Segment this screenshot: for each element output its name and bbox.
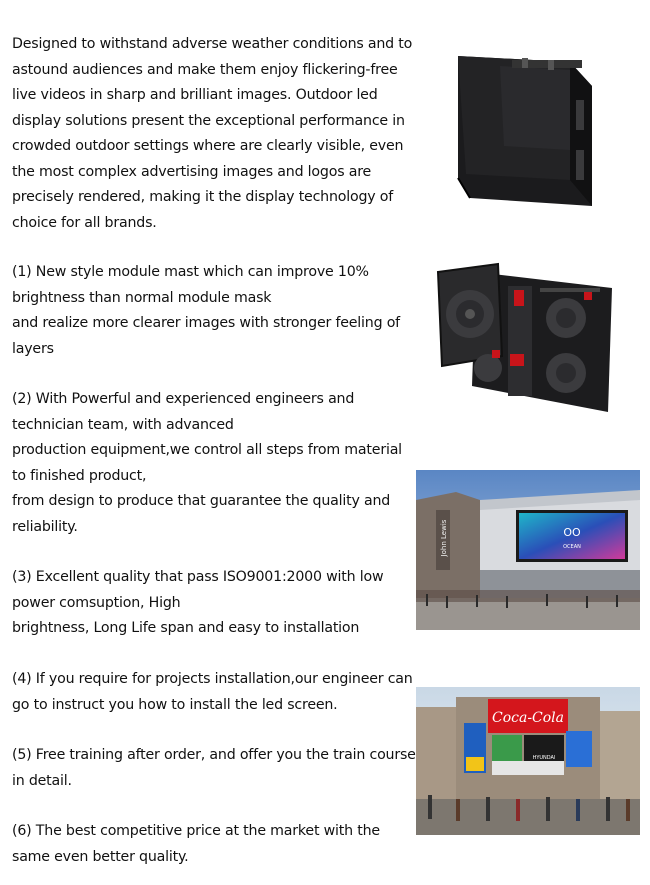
text-line: layers xyxy=(12,340,54,357)
text-line: astound audiences and make them enjoy flickering-free xyxy=(12,61,398,78)
text-line: technician team, with advanced xyxy=(12,416,234,433)
screen-logo: OO xyxy=(563,526,581,539)
text-line: live videos in sharp and brilliant images. Outdoor led xyxy=(12,87,378,103)
text-line: (4) If you require for projects installation,our engineer can xyxy=(12,671,413,687)
text-line: go to instruct you how to install the led screen. xyxy=(12,696,338,713)
city-billboard-photo xyxy=(416,687,640,835)
storefront-sign: John Lewis xyxy=(440,519,448,557)
intro-paragraph xyxy=(12,32,413,236)
cola-billboard-text: Coca-Cola xyxy=(491,710,565,726)
text-line: (3) Excellent quality that pass ISO9001:2000 with low xyxy=(12,569,384,585)
led-cabinet-back-image xyxy=(436,258,614,416)
feature-4-paragraph xyxy=(12,667,413,718)
feature-1-paragraph xyxy=(12,260,402,362)
text-line: precisely rendered, making it the display technology of xyxy=(12,189,394,205)
feature-3-paragraph xyxy=(12,565,402,642)
text-line: (2) With Powerful and experienced engineers and xyxy=(12,391,355,407)
text-line: brightness than normal module mask xyxy=(12,289,272,306)
text-line: from design to produce that guarantee the quality and xyxy=(12,493,391,509)
mall-led-screen-photo xyxy=(416,470,640,630)
text-line: choice for all brands. xyxy=(12,214,157,231)
feature-6-paragraph xyxy=(12,819,402,870)
text-line: crowded outdoor settings where are clearly visible, even xyxy=(12,138,404,154)
text-line: production equipment,we control all steps from material xyxy=(12,442,402,458)
text-line: (1) New style module mast which can improve 10% xyxy=(12,264,369,280)
text-line: (6) The best competitive price at the market with the xyxy=(12,823,380,839)
text-line: and realize more clearer images with stronger feeling of xyxy=(12,315,400,331)
text-line: display solutions present the exceptional performance in xyxy=(12,112,405,129)
text-line: same even better quality. xyxy=(12,848,189,865)
text-line: the most complex advertising images and logos are xyxy=(12,163,372,180)
text-line: power comsuption, High xyxy=(12,594,181,611)
text-line: in detail. xyxy=(12,772,72,789)
text-line: reliability. xyxy=(12,518,78,535)
hyundai-sign: HYUNDAI xyxy=(532,755,556,761)
text-line: to finished product, xyxy=(12,467,147,484)
feature-5-paragraph xyxy=(12,743,416,794)
led-cabinet-front-image xyxy=(452,50,598,210)
feature-2-paragraph xyxy=(12,387,402,540)
text-line: brightness, Long Life span and easy to installation xyxy=(12,620,360,636)
text-line: (5) Free training after order, and offer you the train course xyxy=(12,747,416,763)
text-line: Designed to withstand adverse weather conditions and to xyxy=(12,36,413,52)
screen-text: OCEAN xyxy=(563,544,581,550)
